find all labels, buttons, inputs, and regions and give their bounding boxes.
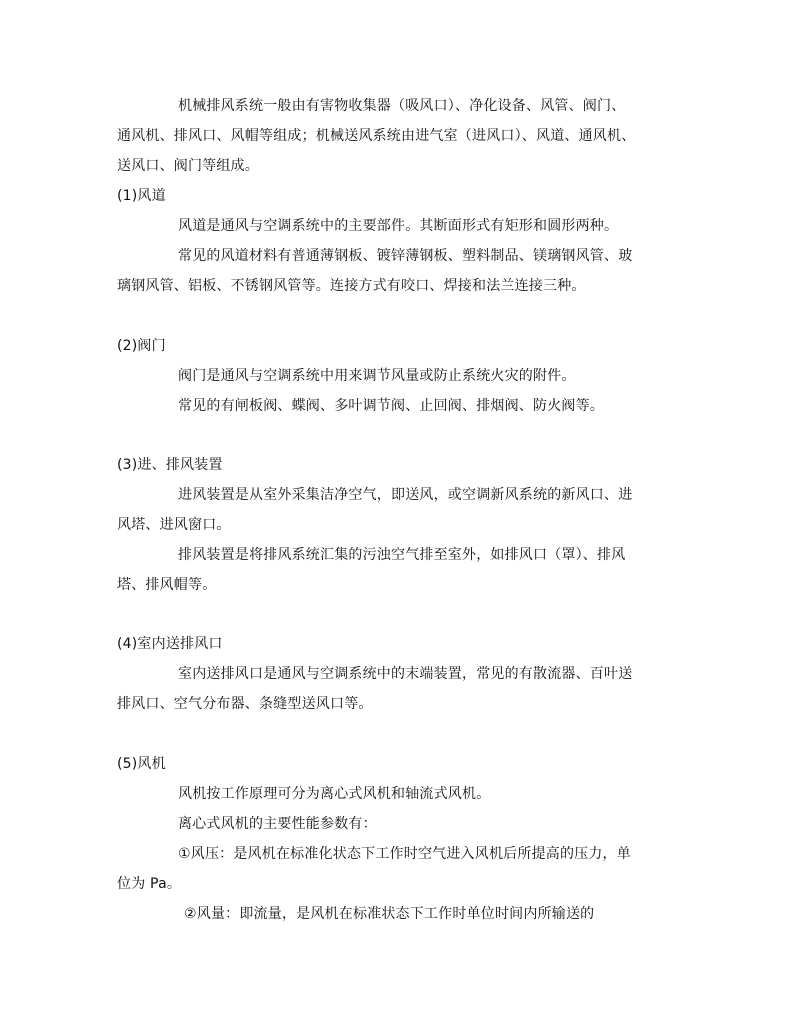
paragraph-line: 风道是通风与空调系统中的主要部件。其断面形式有矩形和圆形两种。 bbox=[178, 218, 619, 234]
section-heading: (1)风道 bbox=[117, 188, 166, 204]
paragraph-line: ②风量：即流量，是风机在标准状态下工作时单位时间内所输送的 bbox=[184, 906, 595, 922]
paragraph-line: 进风装置是从室外采集洁净空气，即送风，或空调新风系统的新风口、进 bbox=[178, 487, 633, 503]
paragraph-line: 常见的风道材料有普通薄钢板、镀锌薄钢板、塑料制品、镁璃钢风管、玻 bbox=[178, 248, 633, 264]
section-heading: (4)室内送排风口 bbox=[117, 636, 223, 652]
paragraph-line: 位为 Pa。 bbox=[117, 876, 182, 892]
paragraph-line: 离心式风机的主要性能参数有： bbox=[178, 816, 377, 832]
paragraph-line: 风机按工作原理可分为离心式风机和轴流式风机。 bbox=[178, 786, 491, 802]
paragraph-line: ①风压：是风机在标准化状态下工作时空气进入风机后所提高的压力，单 bbox=[178, 846, 631, 862]
section-heading: (5)风机 bbox=[117, 756, 166, 772]
section-heading: (2)阀门 bbox=[117, 338, 166, 354]
section-heading: (3)进、排风装置 bbox=[117, 457, 223, 473]
paragraph-line: 室内送排风口是通风与空调系统中的末端装置，常见的有散流器、百叶送 bbox=[178, 666, 633, 682]
paragraph-line: 常见的有闸板阀、蝶阀、多叶调节阀、止回阀、排烟阀、防火阀等。 bbox=[178, 398, 604, 414]
paragraph-line: 机械排风系统一般由有害物收集器（吸风口）、净化设备、风管、阀门、 bbox=[178, 98, 626, 114]
paragraph-line: 璃钢风管、铝板、不锈钢风管等。连接方式有咬口、焊接和法兰连接三种。 bbox=[117, 278, 586, 294]
paragraph-line: 排风口、空气分布器、条缝型送风口等。 bbox=[117, 696, 373, 712]
paragraph-line: 排风装置是将排风系统汇集的污浊空气排至室外，如排风口（罩）、排风 bbox=[178, 547, 626, 563]
paragraph-line: 通风机、排风口、风帽等组成；机械送风系统由进气室（进风口）、风道、通风机、 bbox=[117, 128, 636, 144]
paragraph-line: 风塔、进风窗口。 bbox=[117, 517, 231, 533]
paragraph-line: 送风口、阀门等组成。 bbox=[117, 158, 259, 174]
paragraph-line: 塔、排风帽等。 bbox=[117, 577, 217, 593]
paragraph-line: 阀门是通风与空调系统中用来调节风量或防止系统火灾的附件。 bbox=[178, 368, 576, 384]
